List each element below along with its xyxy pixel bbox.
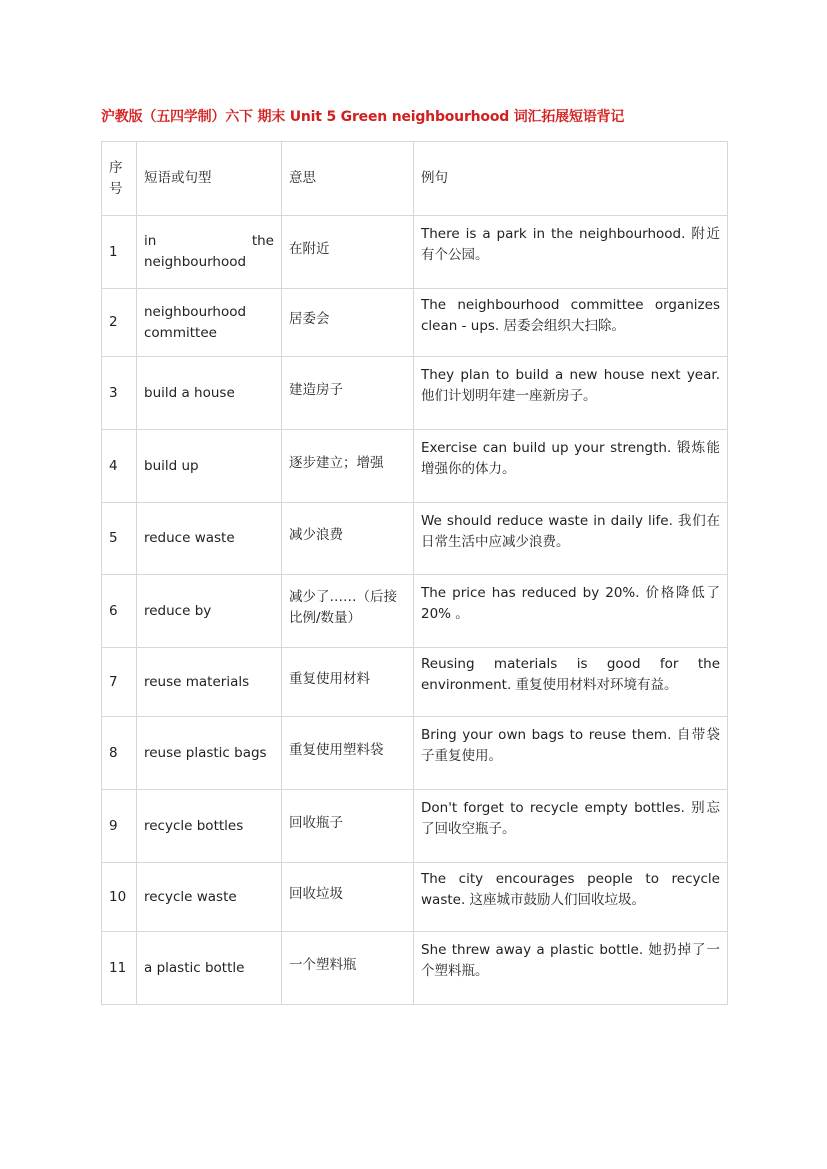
row-meaning-text: 减少浪费 <box>289 527 343 543</box>
row-meaning <box>282 430 414 503</box>
row-example-text: We should reduce waste in daily life. 我们在日常生活中应减少浪费。 <box>421 512 720 550</box>
row-example <box>414 575 728 648</box>
row-meaning-text: 减少了……（后接比例/数量） <box>289 589 397 626</box>
row-example <box>414 216 728 289</box>
table-header-row <box>102 142 728 216</box>
row-number: 5 <box>102 503 137 575</box>
row-number: 10 <box>102 863 137 932</box>
row-example <box>414 790 728 863</box>
row-example-text: They plan to build a new house next year. 他们计划明年建一座新房子。 <box>421 367 720 404</box>
row-example <box>414 717 728 790</box>
row-meaning-text: 逐步建立；增强 <box>289 454 384 471</box>
header-phrase: 短语或句型 <box>137 142 282 216</box>
table-row <box>102 503 728 575</box>
row-phrase: reuse materials <box>137 648 282 717</box>
row-phrase: build up <box>137 430 282 503</box>
row-number: 4 <box>102 430 137 503</box>
row-example <box>414 430 728 503</box>
row-meaning <box>282 216 414 289</box>
row-phrase: recycle waste <box>137 863 282 932</box>
row-meaning-text: 在附近 <box>289 240 330 257</box>
header-number: 序号 <box>102 142 137 216</box>
row-meaning <box>282 503 414 575</box>
row-example-text: Exercise can build up your strength. 锻炼能增强你的体力。 <box>421 440 720 477</box>
table-row <box>102 932 728 1005</box>
row-example-text: The price has reduced by 20%. 价格降低了 20% 。 <box>421 585 720 622</box>
row-phrase: reuse plastic bags <box>137 717 282 790</box>
row-example <box>414 648 728 717</box>
row-meaning <box>282 790 414 863</box>
document-title: 沪教版（五四学制）六下 期末 Unit 5 Green neighbourhood 词汇拓展短语背记 <box>101 109 625 125</box>
row-example-text: Don't forget to recycle empty bottles. 别忘了回收空瓶子。 <box>421 800 720 837</box>
table-row <box>102 289 728 357</box>
table-row <box>102 648 728 717</box>
header-example: 例句 <box>414 142 728 216</box>
row-number: 11 <box>102 932 137 1005</box>
row-example <box>414 357 728 430</box>
row-number: 2 <box>102 289 137 357</box>
vocabulary-table <box>101 141 728 1005</box>
row-meaning <box>282 717 414 790</box>
row-number: 9 <box>102 790 137 863</box>
row-phrase: build a house <box>137 357 282 430</box>
row-example-text: The city encourages people to recycle waste. 这座城市鼓励人们回收垃圾。 <box>421 871 720 908</box>
row-example <box>414 863 728 932</box>
row-meaning <box>282 289 414 357</box>
row-example-text: The neighbourhood committee organizes clean - ups. 居委会组织大扫除。 <box>421 296 720 334</box>
row-meaning-text: 建造房子 <box>289 381 343 398</box>
row-phrase: a plastic bottle <box>137 932 282 1005</box>
row-phrase: recycle bottles <box>137 790 282 863</box>
row-example-text: Bring your own bags to reuse them. 自带袋子重复使用。 <box>421 727 720 764</box>
row-number: 1 <box>102 216 137 289</box>
row-example <box>414 932 728 1005</box>
row-meaning-text: 一个塑料瓶 <box>289 956 357 973</box>
row-meaning <box>282 863 414 932</box>
table-row <box>102 430 728 503</box>
row-meaning-text: 居委会 <box>289 311 330 327</box>
row-example <box>414 289 728 357</box>
row-number: 7 <box>102 648 137 717</box>
row-phrase: reduce by <box>137 575 282 648</box>
row-meaning <box>282 575 414 648</box>
row-number: 8 <box>102 717 137 790</box>
row-meaning <box>282 357 414 430</box>
table-row <box>102 216 728 289</box>
table-row <box>102 717 728 790</box>
row-number: 6 <box>102 575 137 648</box>
row-phrase: neighbourhood committee <box>137 289 282 357</box>
table-row <box>102 575 728 648</box>
row-phrase: in the neighbourhood <box>137 216 282 289</box>
row-phrase: reduce waste <box>137 503 282 575</box>
row-example-text: There is a park in the neighbourhood. 附近有个公园。 <box>421 226 720 263</box>
table-row <box>102 863 728 932</box>
row-number: 3 <box>102 357 137 430</box>
row-meaning-text: 回收垃圾 <box>289 885 343 902</box>
header-meaning: 意思 <box>282 142 414 216</box>
row-example <box>414 503 728 575</box>
row-meaning-text: 重复使用材料 <box>289 670 370 687</box>
row-meaning <box>282 648 414 717</box>
row-meaning <box>282 932 414 1005</box>
row-example-text: She threw away a plastic bottle. 她扔掉了一个塑料瓶。 <box>421 942 720 979</box>
row-meaning-text: 重复使用塑料袋 <box>289 741 384 758</box>
table-row <box>102 790 728 863</box>
table-row <box>102 357 728 430</box>
row-meaning-text: 回收瓶子 <box>289 814 343 831</box>
row-example-text: Reusing materials is good for the environment. 重复使用材料对环境有益。 <box>421 656 720 693</box>
